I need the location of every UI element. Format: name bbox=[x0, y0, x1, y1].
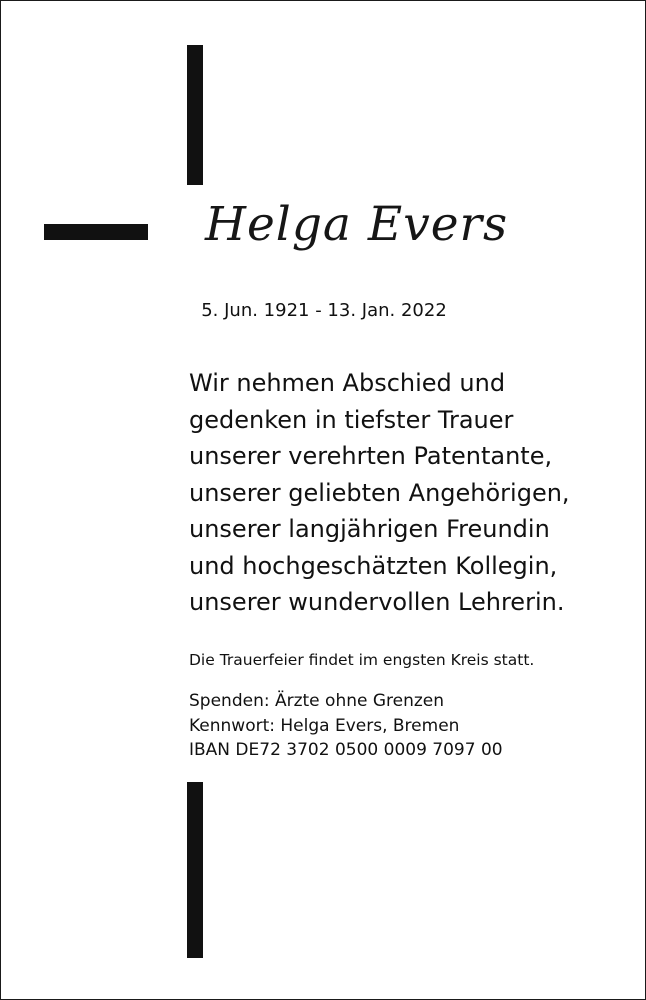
message-line: unserer langjährigen Freundin bbox=[189, 515, 550, 543]
cross-vertical-top-bar bbox=[187, 45, 203, 185]
donation-line: IBAN DE72 3702 0500 0009 7097 00 bbox=[189, 740, 503, 760]
life-dates: 5. Jun. 1921 - 13. Jan. 2022 bbox=[201, 300, 447, 321]
message-line: Wir nehmen Abschied und bbox=[189, 369, 506, 397]
donation-line: Kennwort: Helga Evers, Bremen bbox=[189, 715, 460, 736]
funeral-note: Die Trauerfeier findet im engsten Kreis statt. bbox=[189, 651, 535, 669]
message-line: und hochgeschätzten Kollegin, bbox=[189, 551, 558, 580]
donation-info bbox=[189, 689, 503, 763]
message-line: unserer wundervollen Lehrerin. bbox=[189, 588, 565, 616]
mourning-message bbox=[189, 365, 570, 621]
donation-line: Spenden: Ärzte ohne Grenzen bbox=[189, 691, 445, 711]
cross-vertical-bottom-bar bbox=[187, 782, 203, 958]
message-line: unserer geliebten Angehörigen, bbox=[189, 478, 570, 507]
cross-horizontal-bar bbox=[44, 224, 148, 240]
message-line: unserer verehrten Patentante, bbox=[189, 442, 553, 470]
message-line: gedenken in tiefster Trauer bbox=[189, 405, 514, 434]
deceased-name: Helga Evers bbox=[205, 197, 509, 252]
